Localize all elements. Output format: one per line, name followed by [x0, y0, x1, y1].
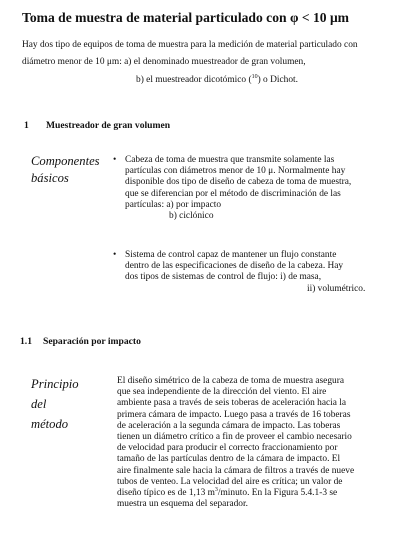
paragraph-line: ambiente pasa a través de seis toberas de aceleración hacia la — [117, 398, 347, 409]
paragraph-line: de velocidad para producir el correcto fraccionamiento por — [117, 443, 338, 454]
section-1-1-number: 1.1 — [20, 336, 32, 347]
paragraph-line: El diseño simétrico de la cabeza de toma de muestra asegura — [117, 376, 344, 386]
sidebar-label-line: Principio — [31, 377, 79, 391]
list-item-line: b) ciclónico — [169, 211, 214, 222]
intro-line-3: b) el muestreador dicotómico ($^{10}$) o Dichot. — [136, 73, 298, 85]
list-item-line: Sistema de control capaz de mantener un flujo constante — [125, 250, 337, 260]
sidebar-label-line: básicos — [31, 171, 69, 185]
sidebar-label-componentes — [31, 154, 100, 186]
paragraph-line: tienen un diámetro crítico a fin de proveer el cambio necesario — [117, 432, 352, 443]
list-item-line: partículas con diámetros menor de 10 μ. Normalmente hay — [125, 166, 346, 177]
paragraph-line: que sea independiente de la dirección del viento. El aire — [117, 387, 327, 398]
list-item-line: dentro de las especificaciones de diseño de la cabeza. Hay — [125, 261, 344, 272]
paragraph-line: muestra un esquema del separador. — [117, 499, 248, 510]
intro-line-1: Hay dos tipo de equipos de toma de muestra para la medición de material particulado con — [22, 40, 358, 50]
paragraph-line: diseño típico es de 1,13 $m^3$/minuto. En la Figura 5.4.1-3 se — [117, 486, 338, 499]
bullet-icon: • — [113, 155, 117, 165]
list-item-line: Cabeza de toma de muestra que transmite solamente las — [125, 155, 335, 165]
list-item-line: dos tipos de sistemas de control de flujo: i) de masa, — [125, 272, 322, 283]
list-item-line: ii) volumétrico. — [307, 283, 366, 294]
section-1-number: 1 — [24, 120, 29, 131]
paragraph-line: primera cámara de impacto. Luego pasa a través de 16 toberas — [117, 409, 351, 420]
principio-paragraph — [117, 376, 391, 510]
bullet-icon: • — [113, 250, 117, 260]
section-1-heading: Muestreador de gran volumen — [46, 120, 171, 131]
intro-line-2: diámetro menor de 10 μm: a) el denominado muestreador de gran volumen, — [22, 57, 306, 67]
list-item-line: que se diferencian por el método de discriminación de las — [125, 188, 341, 199]
paragraph-line: tubos de venteo. La velocidad del aire es crítica; un valor de — [117, 476, 343, 487]
sidebar-label-line: Componentes — [31, 154, 100, 168]
sidebar-label-line: del — [31, 397, 47, 411]
sidebar-label-principio — [31, 374, 79, 434]
paragraph-line: aire finalmente sale hacia la cámara de filtros a través de nueve — [117, 465, 355, 476]
paragraph-line: tamaño de las partículas dentro de la cámara de impacto. El — [117, 454, 341, 465]
sidebar-label-line: método — [31, 417, 69, 431]
paragraph-line: de aceleración a la segunda cámara de impacto. Las toberas — [117, 420, 341, 431]
list-item-line: disponible dos tipo de diseño de cabeza de toma de muestra, — [125, 177, 352, 188]
list-item-line: partículas: a) por impacto — [125, 199, 222, 210]
page-title: Toma de muestra de material particulado con φ < 10 μm — [22, 10, 349, 25]
list-item — [125, 155, 389, 222]
section-1-1-heading: Separación por impacto — [43, 336, 141, 347]
list-item — [125, 250, 389, 295]
